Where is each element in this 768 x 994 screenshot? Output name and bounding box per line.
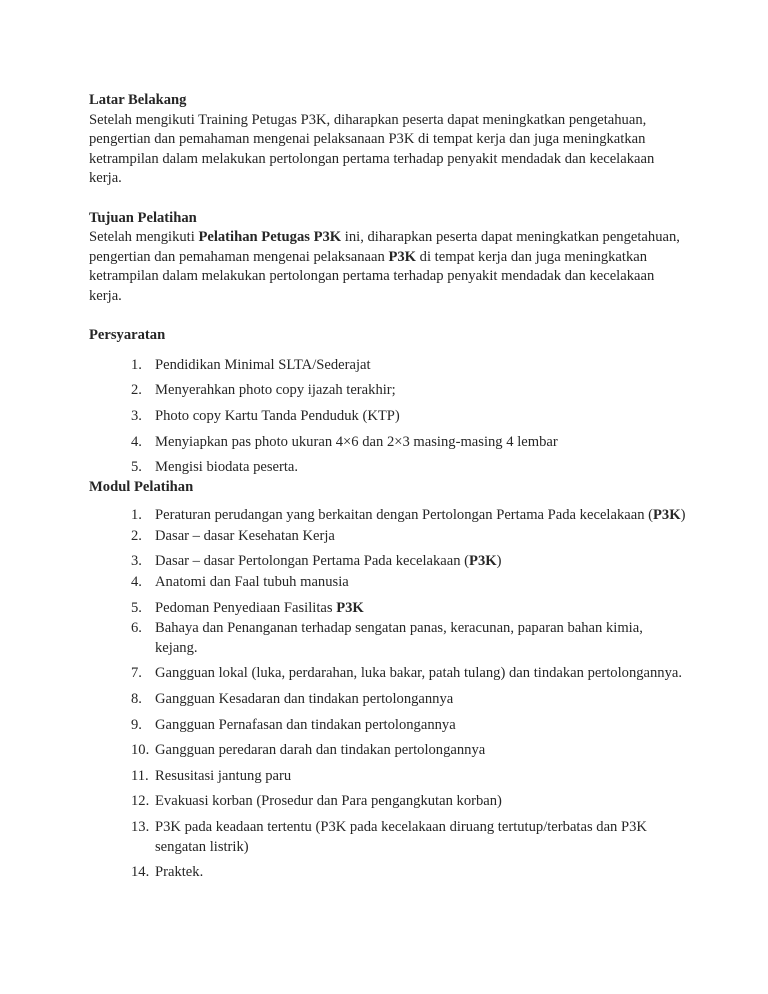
tujuan-pelatihan-heading: Tujuan Pelatihan (89, 209, 197, 226)
item-number: 1. (131, 356, 142, 373)
item-number: 8. (131, 691, 142, 708)
item-text: Pedoman Penyediaan Fasilitas (155, 599, 337, 616)
item-text: Photo copy Kartu Tanda Penduduk (KTP) (155, 407, 400, 424)
item-number: 4. (131, 574, 142, 591)
item-number: 14. (131, 864, 150, 881)
item-number: 11. (131, 767, 149, 784)
item-text: Menyiapkan pas photo ukuran 4×6 dan 2×3 masing-masing 4 lembar (155, 433, 558, 450)
bold-run: P3K (336, 599, 364, 616)
item-text: Dasar – dasar Pertolongan Pertama Pada kecelakaan ( (155, 553, 470, 570)
item-text: Gangguan peredaran darah dan tindakan pertolongannya (155, 742, 486, 759)
item-number: 12. (131, 793, 150, 810)
item-text: Gangguan Pernafasan dan tindakan pertolongannya (155, 716, 456, 733)
list-item (89, 407, 689, 427)
item-number: 3. (131, 553, 142, 570)
list-item (89, 690, 689, 710)
item-text: P3K pada keadaan tertentu (P3K pada kecelakaan diruang tertutup/terbatas dan P3K sengatan listrik) (155, 819, 647, 855)
list-item (89, 792, 689, 812)
list-item (89, 619, 689, 658)
list-item (89, 381, 689, 401)
list-item (89, 599, 689, 619)
persyaratan-heading: Persyaratan (89, 327, 166, 344)
item-text: Peraturan perudangan yang berkaitan dengan Pertolongan Pertama Pada kecelakaan ( (155, 507, 654, 524)
item-text: Anatomi dan Faal tubuh manusia (155, 574, 349, 591)
list-item (89, 506, 689, 526)
item-text: Mengisi biodata peserta. (155, 459, 299, 476)
item-text: ) (496, 553, 502, 570)
item-text: Bahaya dan Penanganan terhadap sengatan panas, keracunan, paparan bahan kimia, kejang. (155, 620, 643, 656)
item-number: 5. (131, 599, 142, 616)
item-number: 9. (131, 716, 142, 733)
list-item (89, 458, 689, 478)
item-number: 3. (131, 407, 142, 424)
item-text: Praktek. (155, 864, 204, 881)
item-number: 1. (131, 507, 142, 524)
list-item (89, 573, 689, 593)
item-text: Pendidikan Minimal SLTA/Sederajat (155, 356, 371, 373)
item-text: Resusitasi jantung paru (155, 767, 292, 784)
modul-list (89, 506, 689, 883)
modul-pelatihan-heading: Modul Pelatihan (89, 478, 194, 495)
item-number: 13. (131, 819, 150, 835)
item-text: ) (680, 507, 686, 524)
list-item (89, 527, 689, 547)
item-text: Menyerahkan photo copy ijazah terakhir; (155, 382, 396, 399)
tujuan-pelatihan-paragraph (89, 228, 689, 306)
item-number: 7. (131, 665, 142, 682)
text-run: Setelah mengikuti (89, 229, 199, 246)
list-item (89, 741, 689, 761)
persyaratan-list (89, 356, 689, 478)
item-number: 2. (131, 527, 142, 544)
item-number: 2. (131, 382, 142, 399)
list-item (89, 716, 689, 736)
list-item (89, 552, 689, 572)
text-run: ini, diharapkan peserta dapat meningkatkan pengetahuan, pengertian dan pemahaman mengenai pelaksanaan (89, 229, 680, 265)
bold-run: Pelatihan Petugas P3K (198, 229, 342, 246)
document-page (89, 91, 689, 883)
bold-run: P3K (653, 507, 681, 524)
item-text: Evakuasi korban (Prosedur dan Para pengangkutan korban) (155, 793, 502, 810)
list-item (89, 356, 689, 376)
list-item (89, 767, 689, 787)
bold-run: P3K (469, 553, 497, 570)
list-item (89, 818, 689, 857)
item-number: 5. (131, 459, 142, 476)
latar-belakang-paragraph: Setelah mengikuti Training Petugas P3K, diharapkan peserta dapat meningkatkan pengetahuan, pengertian dan pemahaman mengenai pelaksanaan P3K di tempat kerja dan juga meningkatkan ketrampilan dalam melakukan pertolongan pertama terhadap penyakit mendadak dan kecelakaan kerja. (89, 111, 655, 187)
item-text: Gangguan Kesadaran dan tindakan pertolongannya (155, 691, 454, 708)
item-number: 10. (131, 742, 150, 759)
list-item (89, 664, 689, 684)
section-gap (89, 307, 689, 327)
text-run: di tempat kerja dan juga meningkatkan ketrampilan dalam melakukan pertolongan pertama terhadap penyakit mendadak dan kecelakaan kerja. (89, 248, 655, 304)
latar-belakang-heading: Latar Belakang (89, 92, 187, 108)
list-item (89, 433, 689, 453)
bold-run: P3K (388, 248, 417, 265)
list-item (89, 863, 689, 883)
item-text: Dasar – dasar Kesehatan Kerja (155, 527, 335, 544)
section-gap (89, 189, 689, 209)
item-text: Gangguan lokal (luka, perdarahan, luka bakar, patah tulang) dan tindakan pertolongannya. (155, 665, 683, 682)
item-number: 4. (131, 433, 142, 450)
item-number: 6. (131, 620, 142, 637)
